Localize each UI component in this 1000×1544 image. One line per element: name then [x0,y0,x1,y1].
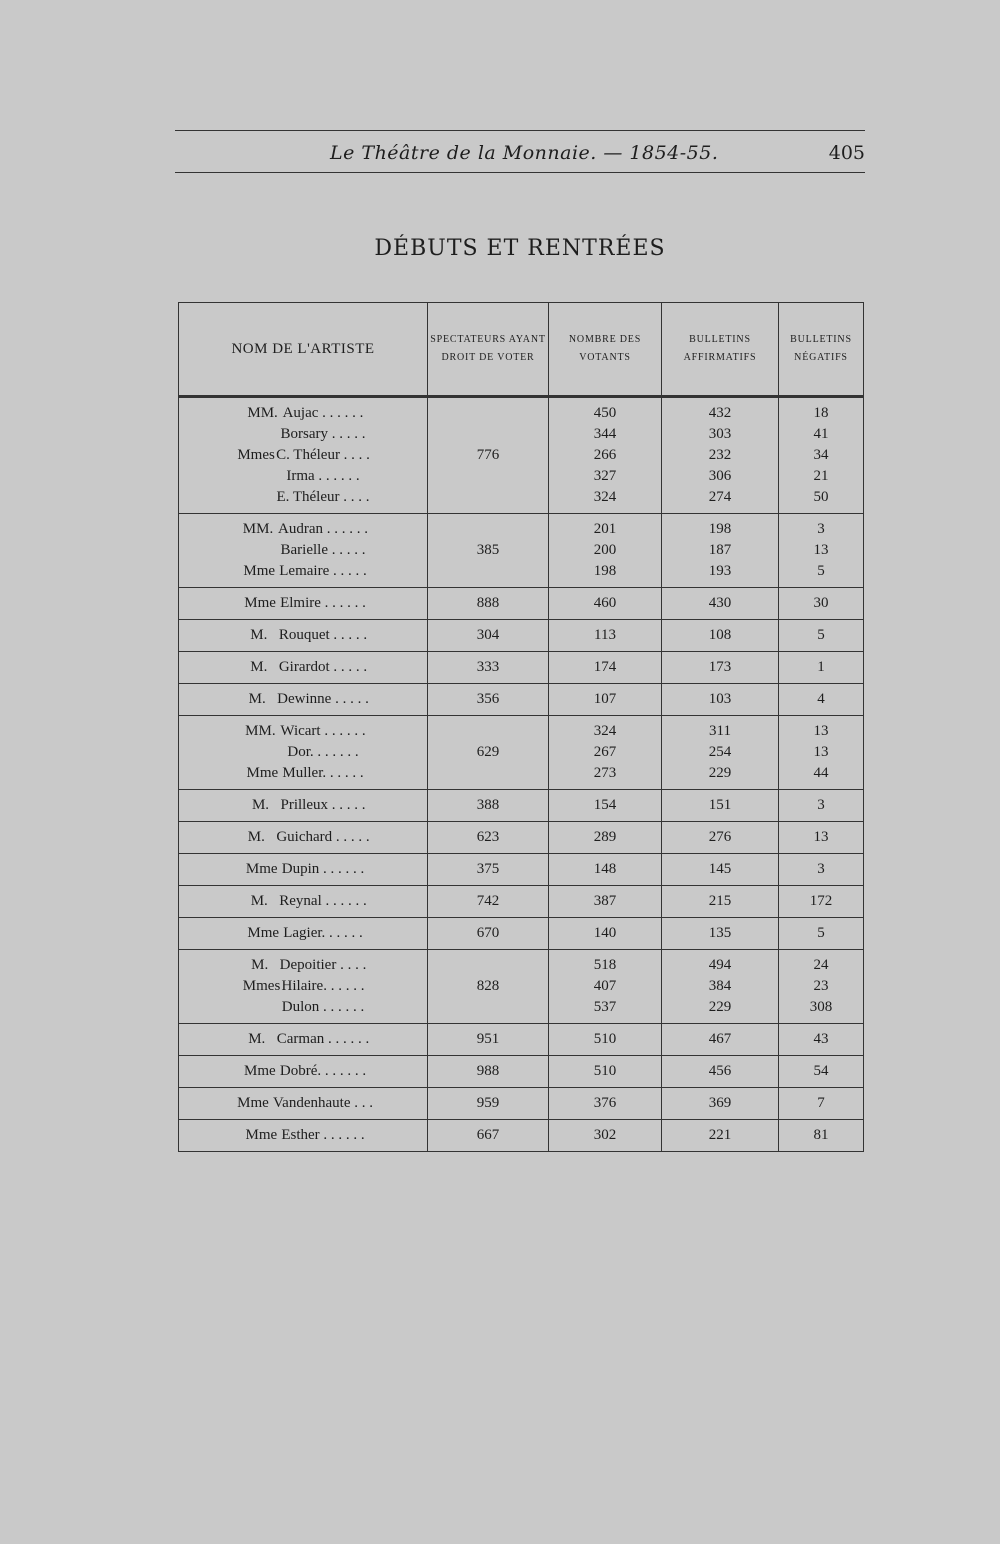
column-header-votants: NOMBRE DES VOTANTS [549,303,662,397]
negatifs-value: 13 [813,744,829,760]
votants-value: 201 [593,521,617,537]
artist-name: Barielle . . . . . [280,542,366,558]
negatifs-cell [779,854,864,886]
artist-title: Mme [246,765,279,781]
votants-cell [549,716,662,790]
artist-name: Depoitier . . . . [279,957,367,973]
artist-names-cell [179,1120,428,1152]
affirmatifs-value: 303 [708,426,732,442]
affirmatifs-cell [662,1120,779,1152]
negatifs-value: 13 [813,829,829,845]
table-row [179,918,864,950]
affirmatifs-cell [662,1088,779,1120]
affirmatifs-cell [662,1024,779,1056]
votants-value: 200 [593,542,617,558]
artist-line [183,1029,423,1050]
votants-value: 387 [593,893,617,909]
negatifs-cell [779,588,864,620]
artist-name: Girardot . . . . . [278,659,368,675]
artist-line [183,859,423,880]
artist-line [183,742,423,763]
table-row [179,588,864,620]
votants-value: 324 [593,723,617,739]
table-row [179,886,864,918]
negatifs-value: 81 [813,1127,829,1143]
artist-line [183,1093,423,1114]
negatifs-value: 54 [813,1063,829,1079]
negatifs-value: 13 [813,723,829,739]
artist-names-cell [179,716,428,790]
table-row [179,854,864,886]
spectateurs-cell: 333 [428,652,549,684]
artist-names-cell [179,652,428,684]
affirmatifs-value: 369 [708,1095,732,1111]
artist-line [183,593,423,614]
artist-name: Guichard . . . . . [276,829,370,845]
column-header-spectateurs: SPECTATEURS AYANT DROIT DE VOTER [428,303,549,397]
votants-value: 154 [593,797,617,813]
votants-cell [549,588,662,620]
votants-value: 407 [593,978,617,994]
artist-names-cell [179,397,428,514]
votants-value: 113 [594,627,616,643]
artist-names-cell [179,854,428,886]
table-row [179,1056,864,1088]
affirmatifs-value: 430 [708,595,732,611]
votants-cell [549,1056,662,1088]
votants-value: 518 [593,957,617,973]
negatifs-value: 13 [813,542,829,558]
artist-names-cell [179,950,428,1024]
votants-cell [549,514,662,588]
artist-line [183,403,423,424]
negatifs-cell [779,950,864,1024]
votants-value: 344 [593,426,617,442]
spectateurs-cell: 667 [428,1120,549,1152]
votants-cell [549,950,662,1024]
artist-line [183,466,423,487]
affirmatifs-value: 215 [708,893,732,909]
votants-cell [549,790,662,822]
negatifs-cell [779,918,864,950]
artist-line [183,689,423,710]
artist-name: Borsary . . . . . [280,426,366,442]
artist-title: M. [247,829,265,845]
artist-title: M. [248,1031,266,1047]
table-body [179,397,864,1152]
spectateurs-cell: 356 [428,684,549,716]
votants-value: 510 [593,1031,617,1047]
artist-line [183,955,423,976]
spectateurs-cell: 776 [428,397,549,514]
artist-title: Mmes [237,447,275,463]
negatifs-value: 23 [813,978,829,994]
votants-cell [549,684,662,716]
affirmatifs-value: 151 [708,797,732,813]
affirmatifs-cell [662,790,779,822]
affirmatifs-cell [662,397,779,514]
artist-line [183,445,423,466]
negatifs-cell [779,652,864,684]
affirmatifs-value: 103 [708,691,732,707]
artist-line [183,1125,423,1146]
votants-value: 376 [593,1095,617,1111]
negatifs-value: 172 [809,893,833,909]
affirmatifs-value: 274 [708,489,732,505]
negatifs-value: 24 [813,957,829,973]
votants-value: 460 [593,595,617,611]
affirmatifs-value: 193 [708,563,732,579]
spectateurs-cell: 988 [428,1056,549,1088]
artist-title: M. [251,797,270,813]
artist-names-cell [179,1088,428,1120]
negatifs-value: 43 [813,1031,829,1047]
artist-line [183,561,423,582]
negatifs-value: 34 [813,447,829,463]
artist-names-cell [179,588,428,620]
affirmatifs-value: 432 [708,405,732,421]
artist-name: Vandenhaute . . . [273,1095,373,1111]
negatifs-value: 41 [813,426,829,442]
affirmatifs-value: 108 [708,627,732,643]
artist-line [183,891,423,912]
running-title: Le Théâtre de la Monnaie. — 1854-55. [330,142,719,164]
negatifs-value: 5 [817,627,825,643]
negatifs-cell [779,790,864,822]
votants-cell [549,1120,662,1152]
artist-title: MM. [242,521,274,537]
artist-title: Mme [247,925,280,941]
votants-value: 450 [593,405,617,421]
artist-title: MM. [247,405,278,421]
artist-name: Carman . . . . . . [276,1031,370,1047]
artist-name: Esther . . . . . . [281,1127,365,1143]
artist-name: Audran . . . . . . [278,521,368,537]
negatifs-value: 21 [813,468,829,484]
artist-name: Hilaire. . . . . . [281,978,365,994]
spectateurs-cell: 951 [428,1024,549,1056]
artist-name: Dor. . . . . . . [287,744,359,760]
artist-names-cell [179,1024,428,1056]
spectateurs-cell: 304 [428,620,549,652]
negatifs-cell [779,1088,864,1120]
table-row [179,1120,864,1152]
spectateurs-cell: 828 [428,950,549,1024]
negatifs-cell [779,514,864,588]
affirmatifs-value: 229 [708,765,732,781]
negatifs-value: 1 [817,659,825,675]
negatifs-value: 4 [817,691,825,707]
artist-names-cell [179,1056,428,1088]
votants-value: 289 [593,829,617,845]
affirmatifs-value: 187 [708,542,732,558]
artist-title: Mme [237,1095,269,1111]
artist-line [183,657,423,678]
negatifs-value: 5 [817,925,825,941]
artist-name: C. Théleur . . . . [276,447,370,463]
votants-value: 537 [593,999,617,1015]
negatifs-value: 44 [813,765,829,781]
affirmatifs-value: 276 [708,829,732,845]
artist-names-cell [179,790,428,822]
votants-value: 267 [593,744,617,760]
votants-value: 266 [593,447,617,463]
table-row [179,1088,864,1120]
artist-line [183,976,423,997]
affirmatifs-value: 198 [708,521,732,537]
artist-line [183,519,423,540]
artist-name: Dupin . . . . . . [281,861,365,877]
affirmatifs-cell [662,950,779,1024]
artist-title: M. [248,691,266,707]
table-row [179,620,864,652]
artist-line [183,540,423,561]
affirmatifs-value: 494 [708,957,732,973]
artist-title: Mme [245,1127,278,1143]
spectateurs-cell: 375 [428,854,549,886]
artist-name: Wicart . . . . . . [280,723,366,739]
votants-value: 174 [593,659,617,675]
negatifs-cell [779,716,864,790]
affirmatifs-value: 311 [709,723,731,739]
artist-line [183,997,423,1018]
spectateurs-cell: 623 [428,822,549,854]
votants-value: 107 [593,691,617,707]
spectateurs-cell: 742 [428,886,549,918]
artist-name: Muller. . . . . . [282,765,364,781]
votants-value: 140 [593,925,617,941]
negatifs-cell [779,1024,864,1056]
negatifs-cell [779,620,864,652]
affirmatifs-value: 221 [708,1127,732,1143]
artist-title: M. [250,627,268,643]
votants-value: 198 [593,563,617,579]
artist-line [183,625,423,646]
votants-cell [549,620,662,652]
votants-cell [549,918,662,950]
negatifs-cell [779,397,864,514]
affirmatifs-cell [662,918,779,950]
affirmatifs-value: 467 [708,1031,732,1047]
artist-title: Mmes [242,978,281,994]
artist-title: Mme [245,861,278,877]
artist-name: Lagier. . . . . . [283,925,363,941]
affirmatifs-cell [662,886,779,918]
artist-line [183,1061,423,1082]
spectateurs-cell: 629 [428,716,549,790]
page-number: 405 [828,142,865,164]
table-row [179,1024,864,1056]
affirmatifs-cell [662,620,779,652]
artist-name: Reynal . . . . . . [279,893,367,909]
section-title: DÉBUTS ET RENTRÉES [374,236,666,261]
spectateurs-cell: 670 [428,918,549,950]
affirmatifs-cell [662,684,779,716]
table-header-row [179,303,864,397]
negatifs-cell [779,822,864,854]
artist-title: M. [250,659,268,675]
artist-line [183,763,423,784]
artist-names-cell [179,822,428,854]
spectateurs-cell: 388 [428,790,549,822]
votants-cell [549,1088,662,1120]
running-head [175,142,865,168]
artist-name: Rouquet . . . . . [278,627,368,643]
artist-name: Irma . . . . . . [286,468,360,484]
artist-line [183,424,423,445]
artist-name: Aujac . . . . . . [282,405,364,421]
affirmatifs-value: 145 [708,861,732,877]
affirmatifs-value: 135 [708,925,732,941]
votants-cell [549,397,662,514]
artist-name: Prilleux . . . . . [280,797,366,813]
artist-line [183,795,423,816]
header-rule [175,172,865,173]
spectateurs-cell: 888 [428,588,549,620]
top-rule [175,130,865,131]
votants-value: 148 [593,861,617,877]
spectateurs-cell: 959 [428,1088,549,1120]
negatifs-cell [779,684,864,716]
artist-line [183,721,423,742]
negatifs-value: 30 [813,595,829,611]
negatifs-value: 308 [809,999,833,1015]
affirmatifs-value: 173 [708,659,732,675]
affirmatifs-cell [662,514,779,588]
affirmatifs-cell [662,716,779,790]
table-row [179,514,864,588]
artist-title: Mme [244,595,276,611]
artist-names-cell [179,886,428,918]
column-header-negatifs: BULLETINS NÉGATIFS [779,303,864,397]
negatifs-cell [779,886,864,918]
negatifs-value: 5 [817,563,825,579]
table-row [179,790,864,822]
artist-names-cell [179,684,428,716]
affirmatifs-cell [662,822,779,854]
spectateurs-cell: 385 [428,514,549,588]
artist-title: MM. [245,723,276,739]
column-header-affirmatifs: BULLETINS AFFIRMATIFS [662,303,779,397]
artist-names-cell [179,620,428,652]
votants-cell [549,1024,662,1056]
artist-name: Dewinne . . . . . [277,691,369,707]
votants-cell [549,822,662,854]
affirmatifs-value: 254 [708,744,732,760]
artist-title: Mme [243,563,276,579]
table-row [179,950,864,1024]
affirmatifs-value: 229 [708,999,732,1015]
artist-line [183,923,423,944]
table-row [179,716,864,790]
affirmatifs-cell [662,1056,779,1088]
artist-name: Dulon . . . . . . [281,999,365,1015]
affirmatifs-value: 384 [708,978,732,994]
negatifs-cell [779,1120,864,1152]
artist-title: Mme [244,1063,276,1079]
artist-title: M. [250,893,268,909]
negatifs-value: 3 [817,521,825,537]
column-header-name: NOM DE L'ARTISTE [179,303,428,397]
artist-name: Lemaire . . . . . [279,563,367,579]
negatifs-cell [779,1056,864,1088]
table-row [179,684,864,716]
artist-name: Dobré. . . . . . . [279,1063,367,1079]
votants-value: 273 [593,765,617,781]
negatifs-value: 18 [813,405,829,421]
table-row [179,822,864,854]
votants-value: 510 [593,1063,617,1079]
votes-table [178,302,864,1152]
artist-name: E. Théleur . . . . [276,489,370,505]
votants-value: 327 [593,468,617,484]
votants-value: 302 [593,1127,617,1143]
affirmatifs-value: 456 [708,1063,732,1079]
negatifs-value: 3 [817,861,825,877]
table-row [179,652,864,684]
affirmatifs-cell [662,588,779,620]
artist-name: Elmire . . . . . . [280,595,366,611]
artist-names-cell [179,514,428,588]
artist-title: M. [251,957,269,973]
artist-line [183,487,423,508]
affirmatifs-cell [662,854,779,886]
negatifs-value: 50 [813,489,829,505]
votants-cell [549,854,662,886]
affirmatifs-cell [662,652,779,684]
affirmatifs-value: 306 [708,468,732,484]
votants-cell [549,886,662,918]
votants-value: 324 [593,489,617,505]
negatifs-value: 3 [817,797,825,813]
artist-line [183,827,423,848]
artist-names-cell [179,918,428,950]
table-row [179,397,864,514]
negatifs-value: 7 [817,1095,825,1111]
votants-cell [549,652,662,684]
affirmatifs-value: 232 [708,447,732,463]
